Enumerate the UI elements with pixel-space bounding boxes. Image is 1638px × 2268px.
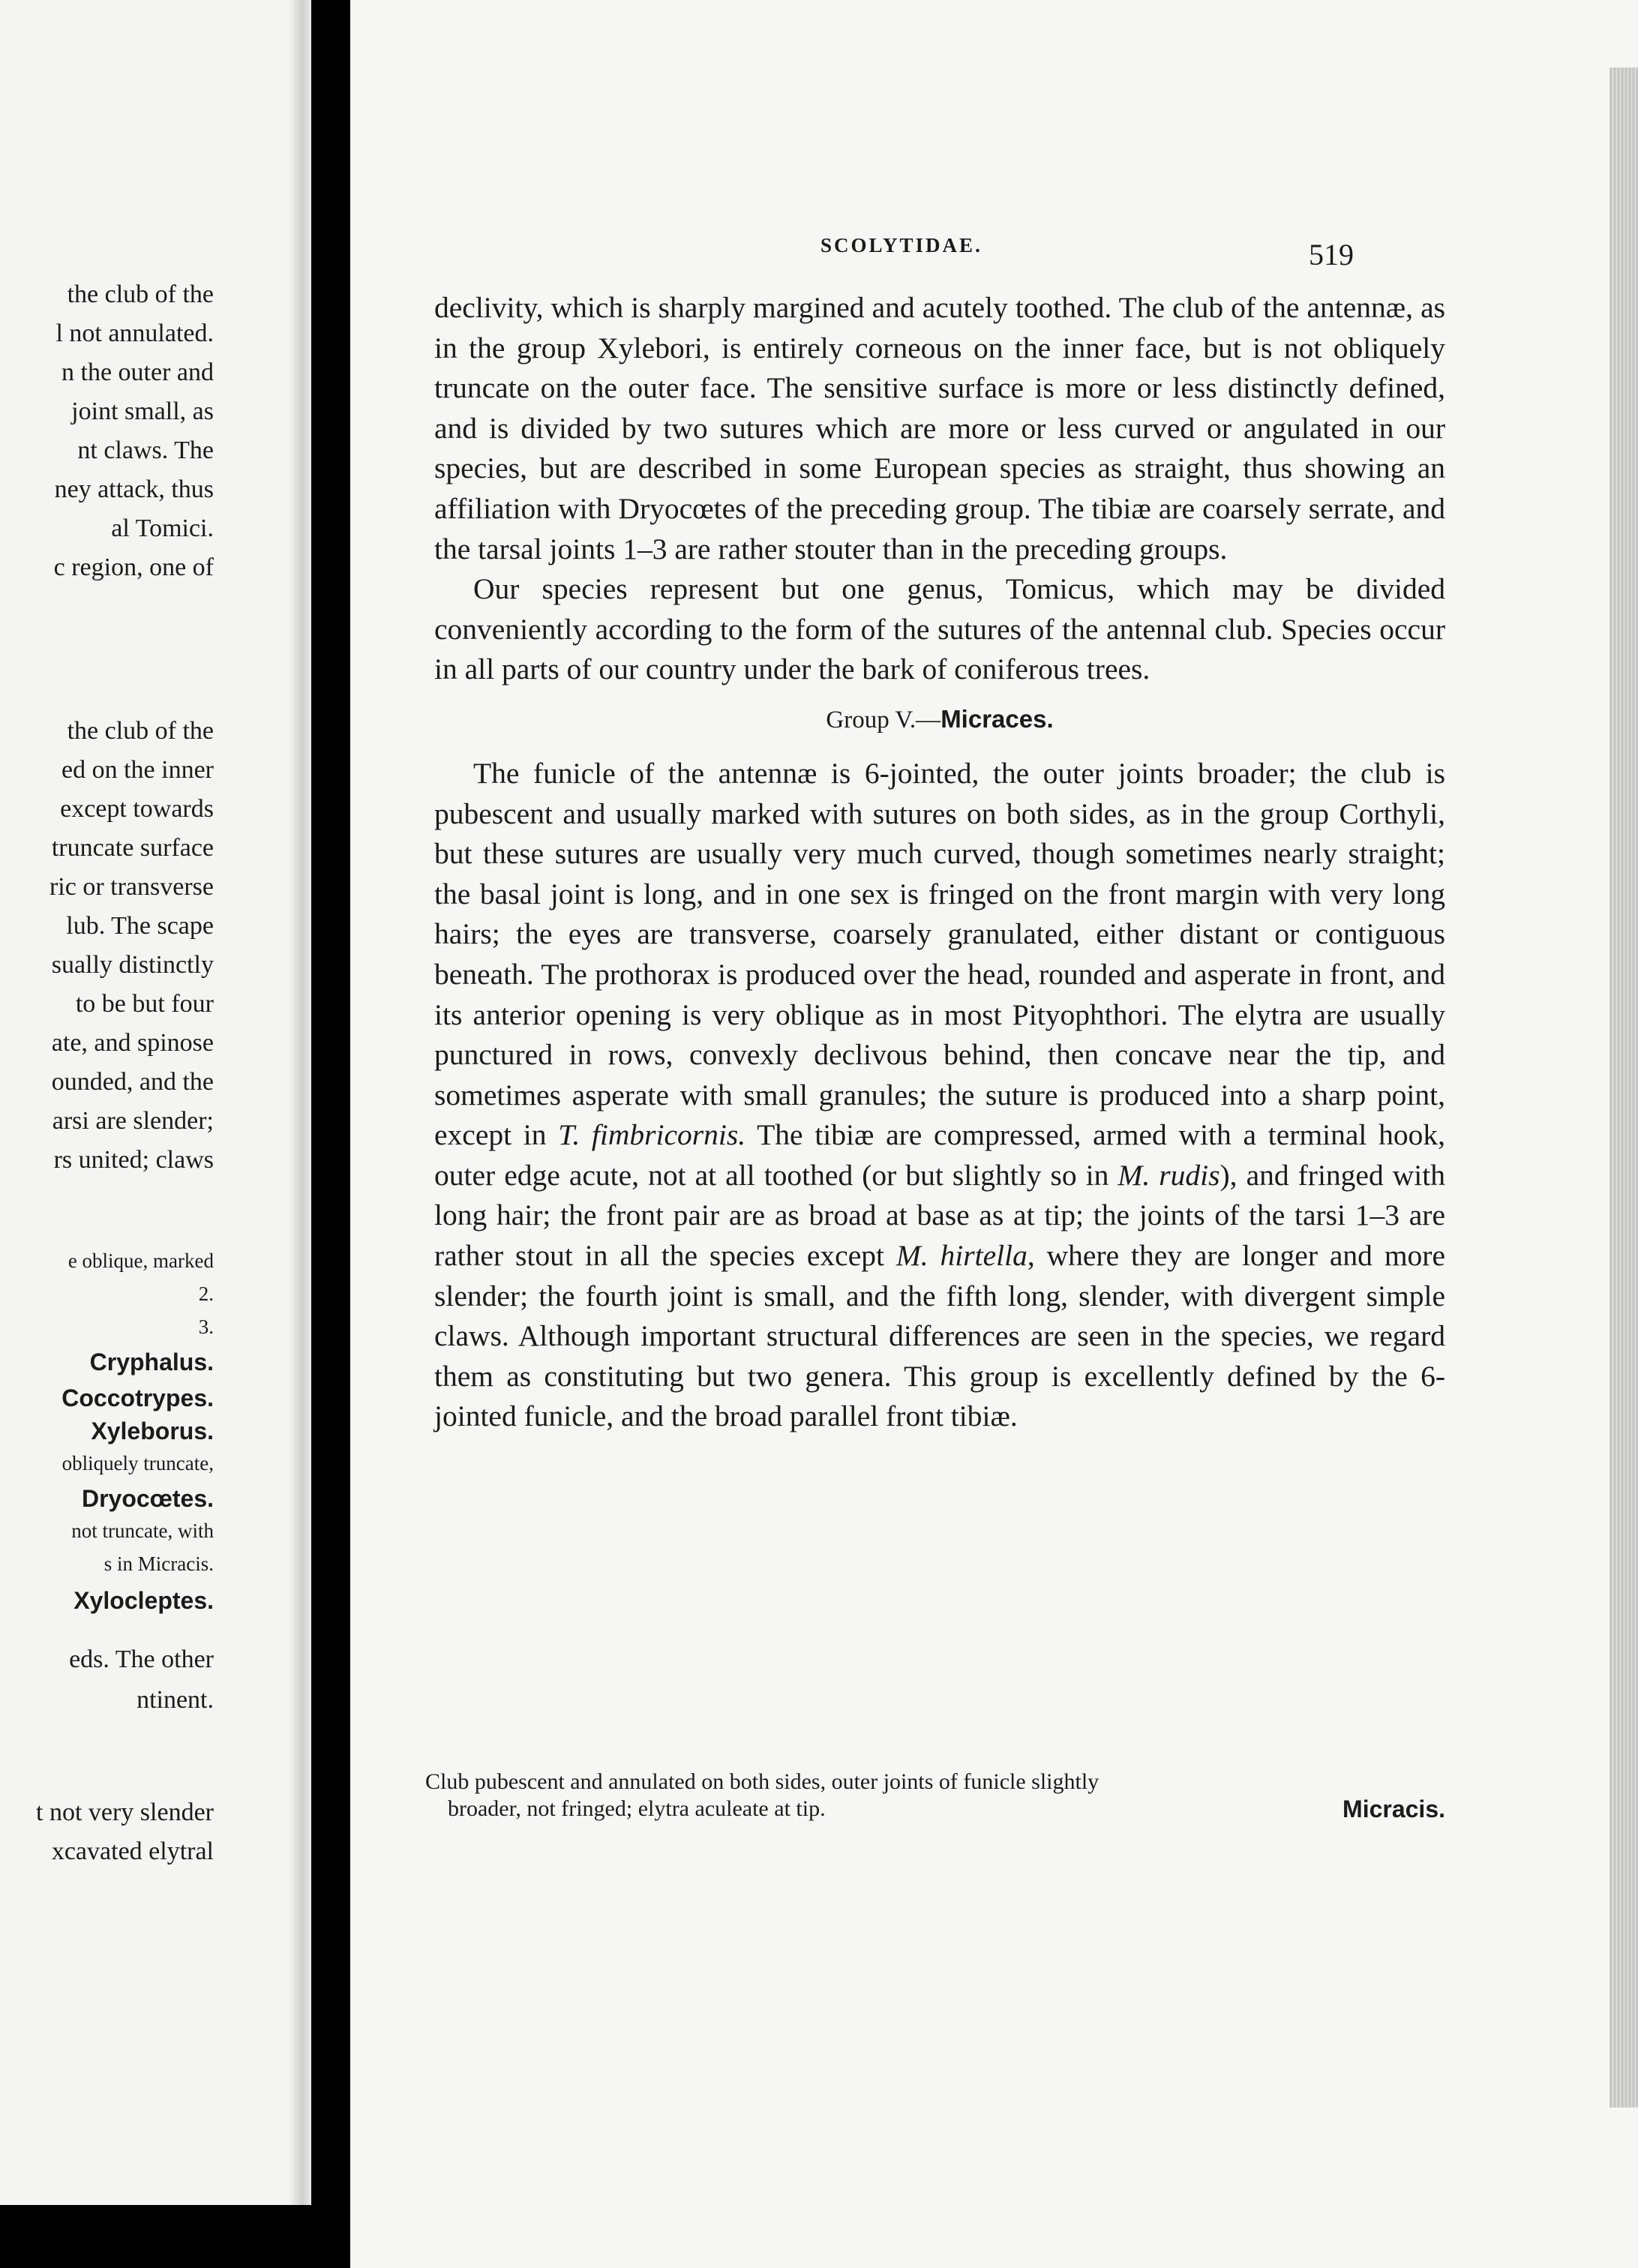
left-page-line: l not annulated. [56, 320, 214, 347]
genus-key [425, 1768, 1445, 1822]
paragraph-3-part-4: , where they are longer and more slender; the fourth joint is small, and the fifth long, slender, with divergent simple claws. Although important structural differences are seen in the species, we regard them as constituting but two genera. This group is excellently defined by the 6-jointed funicle, and the broad parallel front tibiæ. [434, 1239, 1445, 1433]
left-page-line: Dryocœtes. [81, 1485, 214, 1512]
left-page-line: truncate surface [51, 834, 214, 862]
left-page-line: Cryphalus. [89, 1348, 214, 1376]
left-page-line: ney attack, thus [54, 476, 214, 503]
key-genus-micracis: Micracis. [1342, 1796, 1445, 1822]
left-page-line: ounded, and the [51, 1068, 214, 1096]
left-page-line: the club of the [67, 280, 214, 308]
left-page-line: rs united; claws [53, 1146, 214, 1174]
left-page-line: al Tomici. [111, 514, 214, 542]
group-heading-prefix: Group V.— [826, 706, 941, 734]
key-line-1: Club pubescent and annulated on both sides, outer joints of funicle slightly [425, 1769, 1100, 1794]
left-page-line: xcavated elytral [51, 1838, 214, 1865]
group-heading [434, 706, 1445, 733]
left-page-line: e oblique, marked [68, 1250, 214, 1272]
main-page [350, 0, 1638, 2268]
left-page-line: ric or transverse [49, 873, 214, 901]
left-page-line: nt claws. The [77, 436, 214, 464]
left-page-line: n the outer and [62, 358, 214, 386]
running-head: SCOLYTIDAE. [820, 234, 982, 256]
left-page-line: Xylocleptes. [74, 1587, 214, 1614]
paragraph-2: Our species represent but one genus, Tomicus, which may be divided conveniently according to the form of the sutures of the antennal club. Species occur in all parts of our country under the bark of coniferous trees. [434, 572, 1445, 686]
group-heading-name: Micraces. [940, 704, 1054, 733]
species-rudis: M. rudis [1118, 1158, 1220, 1192]
left-page-line: lub. The scape [66, 912, 214, 940]
left-page-line: obliquely truncate, [62, 1452, 214, 1474]
left-page-line: c region, one of [53, 554, 214, 581]
page-number: 519 [1309, 238, 1354, 272]
left-page-line: arsi are slender; [52, 1107, 214, 1135]
left-page-fragment [0, 0, 311, 2205]
paragraph-3-part-3: ), and fringed with long hair; the front pair are as broad at base as at tip; the joints of the tarsi 1–3 are rather stout in all the species except [434, 1158, 1445, 1273]
left-page-line: s in Micracis. [104, 1552, 214, 1575]
left-page-line: except towards [60, 795, 214, 823]
left-page-line: Coccotrypes. [62, 1384, 214, 1412]
species-hirtella: M. hirtella [896, 1239, 1028, 1273]
left-page-line: ntinent. [136, 1686, 214, 1714]
paragraph-1: declivity, which is sharply margined and acutely toothed. The club of the antennæ, as in the group Xylebori, is entirely corneous on the inner face, but is not obliquely truncate on the outer face. The sensitive surface is more or less distinctly defined, and is divided by two sutures which are more or less curved or angulated in our species, but are described in some European species as straight, thus showing an affiliation with Dryocœtes of the preceding group. The tibiæ are coarsely serrate, and the tarsal joints 1–3 are rather stouter than in the preceding groups. [434, 291, 1445, 566]
left-page-line: Xyleborus. [91, 1418, 214, 1444]
left-page-line: to be but four [75, 990, 214, 1018]
left-page-line: not truncate, with [71, 1520, 214, 1542]
key-line-2: broader, not fringed; elytra aculeate at tip. [448, 1796, 826, 1821]
left-page-line: the club of the [67, 717, 214, 745]
left-page-line: 3. [198, 1316, 214, 1338]
page-edge-stack [1610, 68, 1638, 2108]
paragraph-3-part-1: The funicle of the antennæ is 6-jointed, the outer joints broader; the club is pubescent and usually marked with sutures on both sides, as in the group Corthyli, but these sutures are usually very much curved, though sometimes nearly straight; the basal joint is long, and in one sex is fringed on the front margin with very long hairs; the eyes are transverse, coarsely granulated, either distant or contiguous beneath. The prothorax is produced over the head, rounded and asperate in front, and its anterior opening is very oblique as in most Pityophthori. The elytra are usually punctured in rows, convexly declivous behind, then concave near the tip, and sometimes asperate with small granules; the suture is produced into a sharp point, except in [434, 756, 1445, 1152]
left-page-line: ate, and spinose [51, 1029, 214, 1057]
left-page-line: joint small, as [71, 398, 214, 425]
paragraph-3 [434, 754, 1445, 1437]
species-fimbricornis: T. fimbricornis. [558, 1118, 746, 1152]
left-page-line: eds. The other [69, 1646, 214, 1673]
book-gutter [311, 0, 350, 2268]
left-page-line: 2. [198, 1282, 214, 1305]
left-page-line: t not very slender [36, 1798, 214, 1826]
key-line-2-row [425, 1796, 1445, 1822]
left-page-curl [289, 0, 311, 2205]
paragraph-3-part-2: The tibiæ are compressed, armed with a terminal hook, outer edge acute, not at all toothed (or but slightly so in [434, 1118, 1446, 1192]
body-text [434, 288, 1445, 1437]
left-page-line: ed on the inner [62, 756, 214, 784]
left-page-line: sually distinctly [51, 951, 214, 979]
